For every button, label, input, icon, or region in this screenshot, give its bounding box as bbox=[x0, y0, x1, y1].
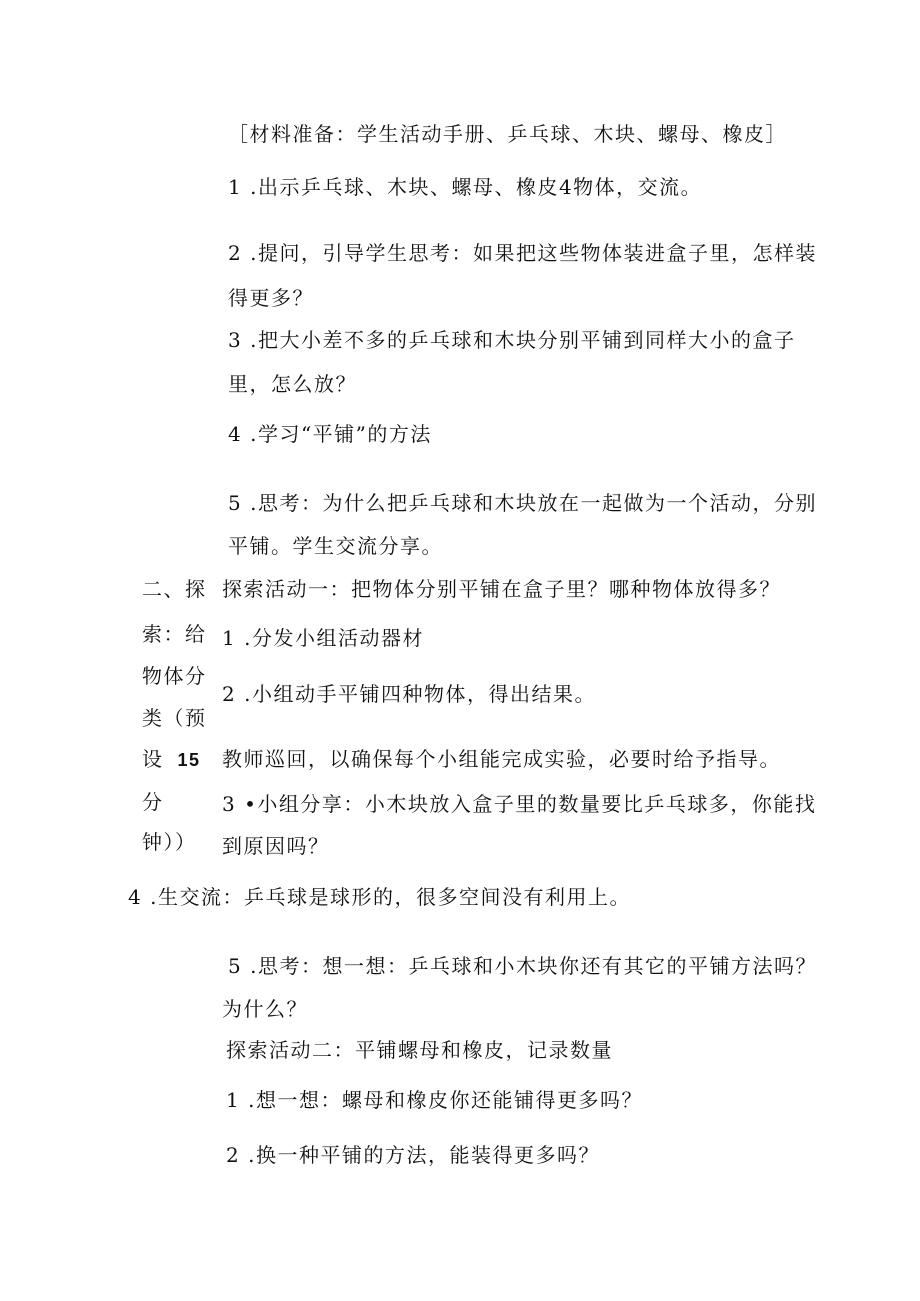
materials-line: ［材料准备：学生活动手册、乒乓球、木块、螺母、橡皮］ bbox=[228, 122, 787, 146]
section-label-word: 设 bbox=[142, 747, 164, 771]
activity-1-title: 探索活动一：把物体分别平铺在盒子里？哪种物体放得多？ bbox=[222, 577, 781, 601]
activity-2-step-1: 1 .想一想：螺母和橡皮你还能铺得更多吗？ bbox=[226, 1088, 643, 1112]
activity-1-step-5-line-2: 为什么？ bbox=[222, 997, 308, 1021]
activity-1-step-2: 2 .小组动手平铺四种物体，得出结果。 bbox=[222, 682, 596, 706]
section-label-line-6: 分 bbox=[142, 790, 164, 814]
activity-1-step-5-line-1: 5 .思考：想一想：乒乓球和小木块你还有其它的平铺方法吗？ bbox=[228, 954, 817, 978]
activity-1-teacher-note: 教师巡回，以确保每个小组能完成实验，必要时给予指导。 bbox=[222, 747, 781, 771]
intro-step-4: 4 .学习“平铺”的方法 bbox=[228, 422, 432, 446]
intro-step-3-line-2: 里，怎么放？ bbox=[228, 372, 357, 396]
section-label-line-2: 索：给 bbox=[142, 622, 207, 646]
activity-1-step-3-line-2: 到原因吗？ bbox=[222, 834, 330, 858]
section-label-line-7: 钟）） bbox=[142, 830, 197, 854]
section-label-minutes: 15 bbox=[177, 750, 201, 770]
section-label-line-4: 类（预 bbox=[142, 706, 207, 730]
section-label-line-3: 物体分 bbox=[142, 664, 207, 688]
intro-step-2-line-2: 得更多？ bbox=[228, 286, 314, 310]
intro-step-5-line-2: 平铺。学生交流分享。 bbox=[228, 534, 443, 558]
intro-step-5-line-1: 5 .思考：为什么把乒乓球和木块放在一起做为一个活动，分别 bbox=[228, 491, 817, 515]
intro-step-3-line-1: 3 .把大小差不多的乒乓球和木块分别平铺到同样大小的盒子 bbox=[228, 328, 796, 352]
activity-1-step-1: 1 .分发小组活动器材 bbox=[222, 626, 424, 650]
activity-1-step-3-line-1: 3 •小组分享：小木块放入盒子里的数量要比乒乓球多，你能找 bbox=[222, 792, 817, 816]
activity-1-step-4: 4 .生交流：乒乓球是球形的，很多空间没有利用上。 bbox=[128, 885, 631, 909]
intro-step-1: 1 .出示乒乓球、木块、螺母、橡皮4物体，交流。 bbox=[228, 175, 703, 199]
section-label-line-1: 二、探 bbox=[142, 577, 207, 601]
activity-2-step-2: 2 .换一种平铺的方法，能装得更多吗？ bbox=[226, 1143, 600, 1167]
section-label-line-5 bbox=[142, 746, 201, 773]
intro-step-2-line-1: 2 .提问，引导学生思考：如果把这些物体装进盒子里，怎样装 bbox=[228, 241, 817, 265]
activity-2-title: 探索活动二：平铺螺母和橡皮，记录数量 bbox=[226, 1038, 613, 1062]
